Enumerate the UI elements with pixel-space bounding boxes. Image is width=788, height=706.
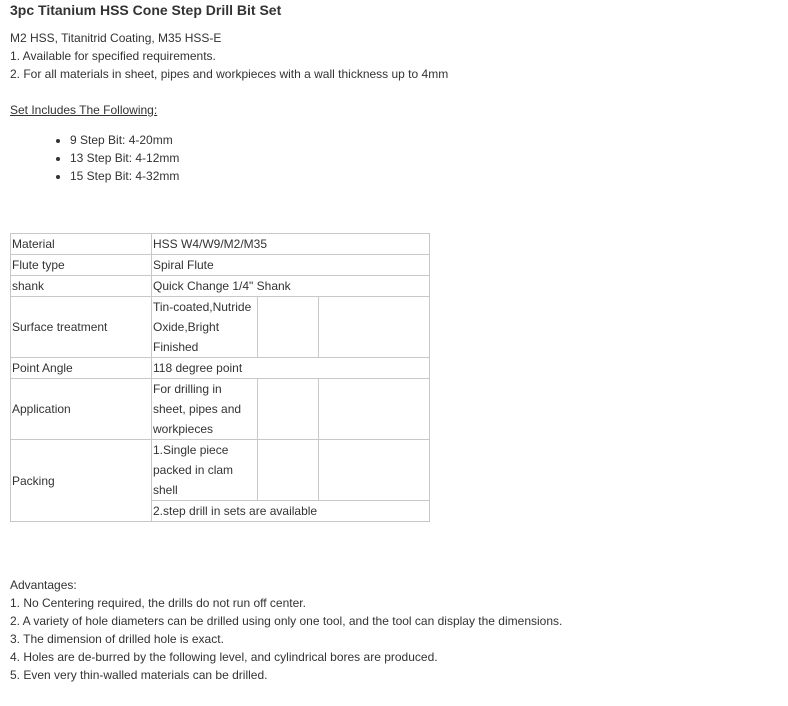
spec-value: 2.step drill in sets are available	[152, 501, 430, 522]
empty-cell	[258, 440, 319, 501]
spec-label: Packing	[11, 440, 152, 522]
spec-value: Tin-coated,Nutride Oxide,Bright Finished	[152, 297, 258, 358]
spec-row-material	[11, 234, 430, 255]
spec-row-surface-treatment	[11, 297, 430, 358]
spec-value: HSS W4/W9/M2/M35	[152, 234, 430, 255]
spec-label: Surface treatment	[11, 297, 152, 358]
bit-list-item: • 15 Step Bit: 4-32mm	[70, 167, 179, 185]
page-title: 3pc Titanium HSS Cone Step Drill Bit Set	[10, 2, 282, 18]
advantages-section	[10, 576, 562, 684]
spec-row-application	[11, 379, 430, 440]
spec-value: Quick Change 1/4" Shank	[152, 276, 430, 297]
advantage-item: 5. Even very thin-walled materials can be drilled.	[10, 668, 268, 682]
spec-value: Spiral Flute	[152, 255, 430, 276]
empty-cell	[258, 379, 319, 440]
advantage-item: 4. Holes are de-burred by the following level, and cylindrical bores are produced.	[10, 650, 438, 664]
bit-list-item: • 9 Step Bit: 4-20mm	[70, 131, 179, 149]
spec-row-flute-type	[11, 255, 430, 276]
spec-value: 118 degree point	[152, 358, 430, 379]
spec-label: Flute type	[11, 255, 152, 276]
intro-section	[10, 29, 448, 83]
empty-cell	[319, 297, 430, 358]
empty-cell	[319, 379, 430, 440]
advantage-item: 1. No Centering required, the drills do not run off center.	[10, 596, 306, 610]
advantage-item: 3. The dimension of drilled hole is exact.	[10, 632, 224, 646]
spec-label: shank	[11, 276, 152, 297]
spec-label: Material	[11, 234, 152, 255]
spec-value: For drilling in sheet, pipes and workpieces	[152, 379, 258, 440]
spec-value: 1.Single piece packed in clam shell	[152, 440, 258, 501]
bit-list-item: • 13 Step Bit: 4-12mm	[70, 149, 179, 167]
spec-row-point-angle	[11, 358, 430, 379]
intro-line-1: 1. Available for specified requirements.	[10, 49, 216, 63]
empty-cell	[258, 297, 319, 358]
bit-list	[0, 131, 179, 185]
spec-row-packing	[11, 440, 430, 501]
intro-line-materials: M2 HSS, Titanitrid Coating, M35 HSS-E	[10, 31, 222, 45]
spec-label: Point Angle	[11, 358, 152, 379]
advantages-heading: Advantages:	[10, 578, 77, 592]
advantage-item: 2. A variety of hole diameters can be drilled using only one tool, and the tool can display the dimensions.	[10, 614, 563, 628]
set-includes-heading: Set Includes The Following:	[10, 103, 158, 117]
spec-row-shank	[11, 276, 430, 297]
spec-label: Application	[11, 379, 152, 440]
empty-cell	[319, 440, 430, 501]
spec-table	[10, 233, 430, 522]
intro-line-2: 2. For all materials in sheet, pipes and workpieces with a wall thickness up to 4mm	[10, 67, 449, 81]
